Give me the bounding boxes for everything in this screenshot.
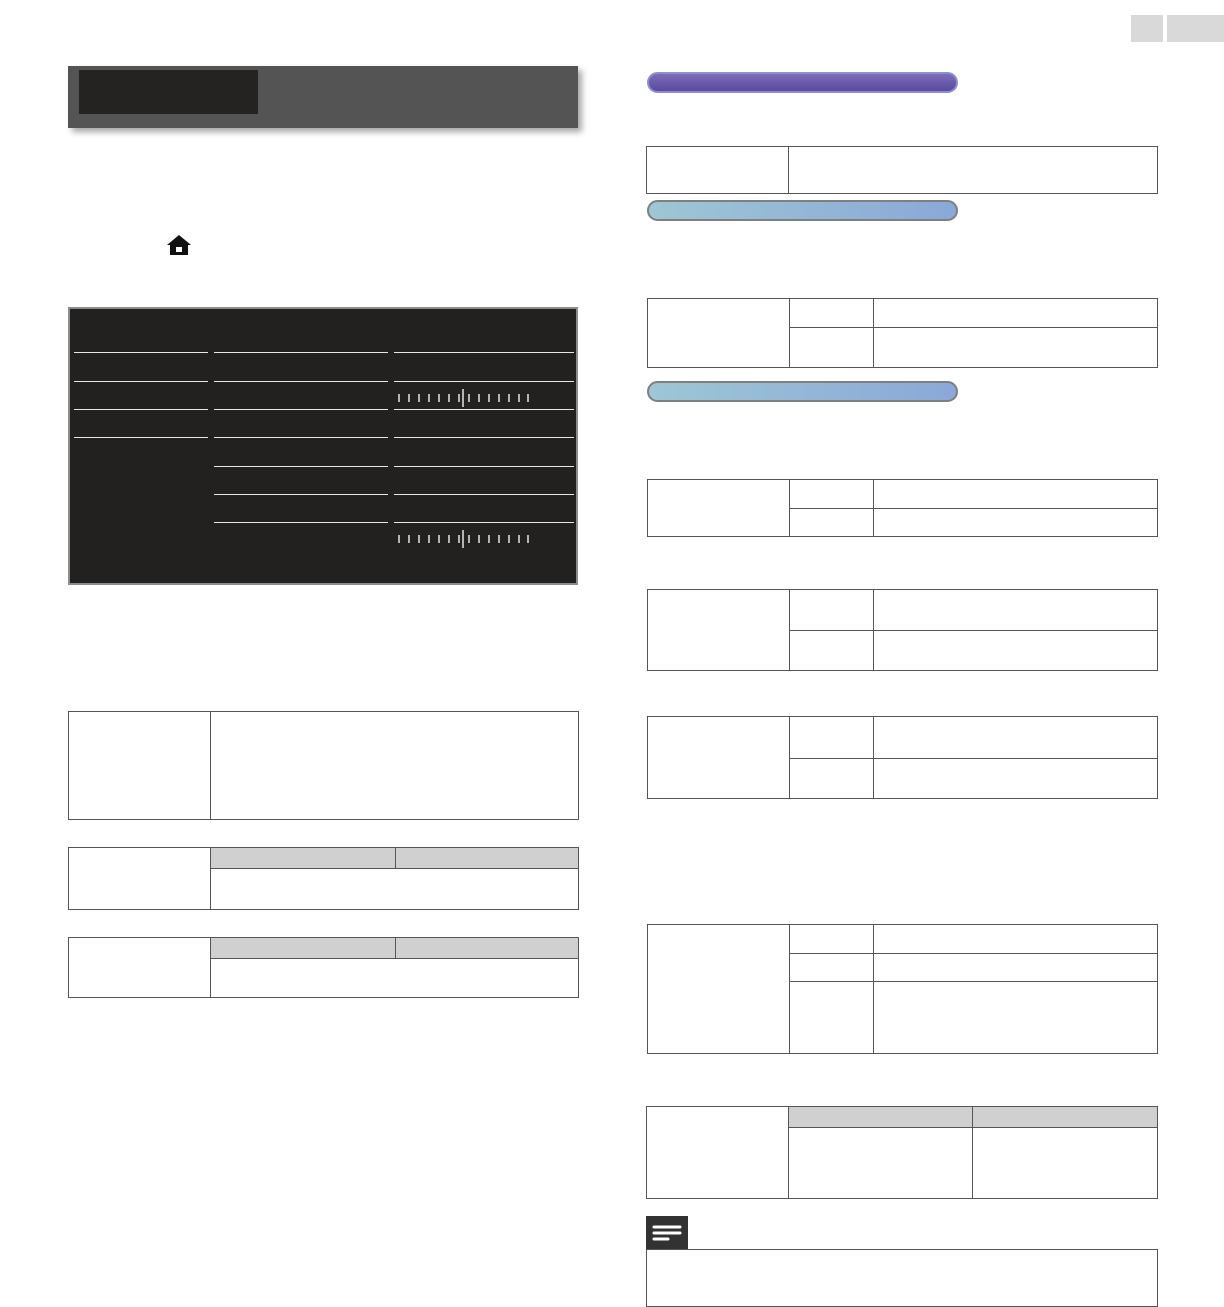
section-heading-bar — [647, 381, 958, 402]
page-tab-prev[interactable] — [1131, 15, 1163, 42]
slider-scale[interactable] — [396, 529, 531, 549]
page-tab-next[interactable] — [1167, 15, 1224, 42]
note-icon — [646, 1216, 688, 1250]
setting-table — [68, 847, 579, 910]
option-table — [647, 589, 1158, 671]
note-box — [646, 1249, 1158, 1307]
section-heading-bar — [647, 200, 958, 221]
option-table — [647, 924, 1158, 1054]
info-table — [646, 146, 1158, 194]
slider-scale[interactable] — [396, 388, 531, 408]
section-heading-bar — [647, 72, 958, 93]
option-table — [647, 479, 1158, 537]
info-table — [68, 711, 579, 820]
home-icon — [166, 234, 192, 256]
option-table — [647, 716, 1158, 799]
option-table — [647, 298, 1158, 368]
setting-table — [646, 1106, 1158, 1199]
setting-table — [68, 937, 579, 998]
tv-menu-screen — [68, 307, 578, 585]
banner-title-box — [79, 70, 258, 114]
